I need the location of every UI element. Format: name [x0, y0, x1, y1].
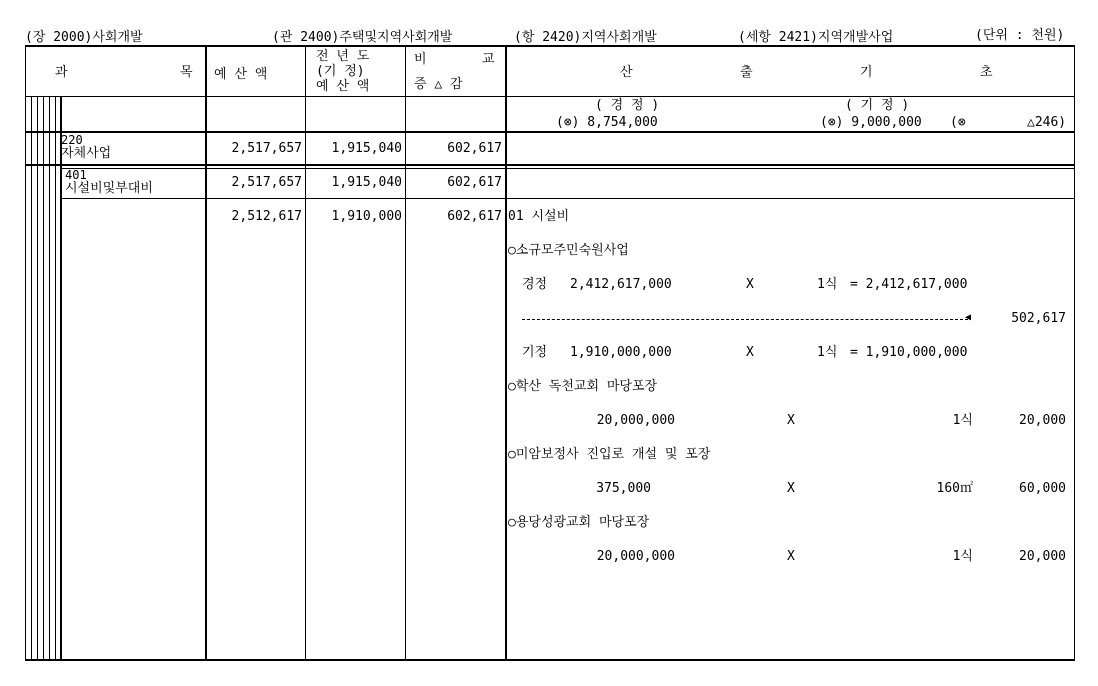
- detail-kyeong-eq: = 2,412,617,000: [850, 277, 968, 292]
- col-diff-1a: 비: [414, 52, 427, 67]
- detail-gijeong-qty: 1식: [817, 345, 838, 360]
- col-gwamok-a: 과: [55, 65, 68, 80]
- header-sehang: (세항 2421)지역개발사업: [738, 30, 894, 45]
- col-prev-2: (기 정): [316, 64, 365, 79]
- row-220-code: 220: [61, 133, 83, 147]
- col-basis-1: 산: [620, 65, 633, 80]
- detail-item-title: ○미암보정사 진입로 개설 및 포장: [508, 447, 711, 462]
- summary-final-label: ( 경 정 ): [595, 98, 660, 113]
- row-220-prev: 1,915,040: [331, 141, 402, 156]
- row-01-prev: 1,910,000: [331, 209, 402, 224]
- detail-item-title: ○소규모주민숙원사업: [508, 243, 629, 258]
- row-01-diff: 602,617: [447, 209, 502, 224]
- col-prev-1: 전 년 도: [316, 49, 370, 64]
- detail-kyeong-qty: 1식: [817, 277, 838, 292]
- detail-gijeong-eq: = 1,910,000,000: [850, 345, 968, 360]
- header-unit: (단위 : 천원): [975, 28, 1065, 43]
- row-220-diff: 602,617: [447, 141, 502, 156]
- detail-item-qty: 1식: [952, 549, 973, 564]
- header-gwan: (관 2400)주택및지역사회개발: [272, 30, 453, 45]
- row-01-budget: 2,512,617: [231, 209, 302, 224]
- detail-item-x: X: [787, 413, 795, 428]
- header-jang: (장 2000)사회개발: [25, 30, 143, 45]
- detail-item-title: ○용당성광교회 마당포장: [508, 515, 650, 530]
- detail-item-amount: 20,000,000: [596, 549, 675, 564]
- detail-category: 01 시설비: [508, 209, 570, 224]
- col-prev-3: 예 산 액: [316, 79, 370, 94]
- detail-item-qty: 1식: [952, 413, 973, 428]
- col-gwamok-b: 목: [180, 65, 193, 80]
- detail-kyeong-amount: 2,412,617,000: [570, 277, 672, 292]
- summary-diff-value: △246): [1027, 115, 1067, 130]
- detail-kyeong-x: X: [746, 277, 754, 292]
- detail-item-amount: 20,000,000: [596, 413, 675, 428]
- detail-item-qty: 160㎡: [936, 481, 973, 496]
- summary-diff-prefix: (⊗: [950, 115, 966, 130]
- col-basis-4: 초: [980, 65, 993, 80]
- arrow-icon: ◀: [965, 312, 972, 323]
- col-basis-3: 기: [860, 65, 873, 80]
- header-hang: (항 2420)지역사회개발: [514, 30, 657, 45]
- col-diff-1b: 교: [482, 52, 495, 67]
- detail-kyeong-label: 경정: [522, 277, 548, 292]
- summary-prior-label: ( 기 정 ): [845, 98, 910, 113]
- row-401-name: 시설비및부대비: [65, 181, 153, 196]
- detail-item-total: 60,000: [1019, 481, 1066, 496]
- detail-item-title: ○학산 독천교회 마당포장: [508, 379, 658, 394]
- detail-diff-dashline: [522, 319, 968, 320]
- detail-item-amount: 375,000: [596, 481, 651, 496]
- detail-gijeong-x: X: [746, 345, 754, 360]
- detail-diff-amount: 502,617: [1011, 311, 1066, 326]
- col-basis-2: 출: [740, 65, 753, 80]
- row-401-diff: 602,617: [447, 175, 502, 190]
- summary-final-value: (⊗) 8,754,000: [556, 115, 658, 130]
- row-401-prev: 1,915,040: [331, 175, 402, 190]
- detail-gijeong-amount: 1,910,000,000: [570, 345, 672, 360]
- detail-gijeong-label: 기정: [522, 345, 548, 360]
- summary-prior-value: (⊗) 9,000,000: [820, 115, 922, 130]
- row-220-name: 자체사업: [61, 146, 112, 161]
- detail-item-x: X: [787, 549, 795, 564]
- row-401-budget: 2,517,657: [231, 175, 302, 190]
- detail-item-total: 20,000: [1019, 549, 1066, 564]
- row-220-budget: 2,517,657: [231, 141, 302, 156]
- row-401-code: 401: [65, 168, 87, 182]
- detail-item-total: 20,000: [1019, 413, 1066, 428]
- detail-item-x: X: [787, 481, 795, 496]
- col-diff-2: 증 △ 감: [414, 77, 463, 92]
- col-budget: 예 산 액: [214, 67, 268, 82]
